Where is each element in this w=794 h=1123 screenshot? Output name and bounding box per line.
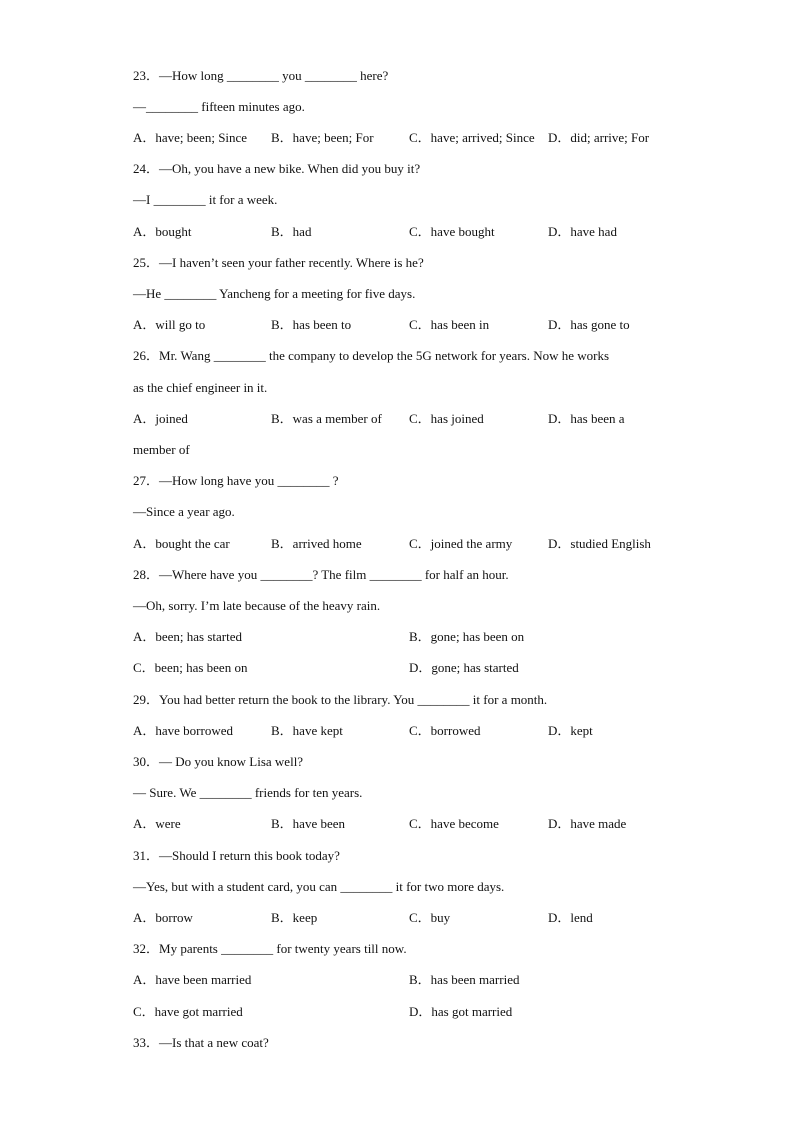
question-number: 26．: [133, 348, 160, 363]
question-text: My parents ________ for twenty years till now.: [159, 941, 407, 956]
question-30-option-a[interactable]: A．were: [133, 816, 181, 831]
question-32-option-b[interactable]: B．has been married: [409, 972, 520, 987]
question-32-option-d[interactable]: D．has got married: [409, 1004, 513, 1019]
question-31-answer-line: —Yes, but with a student card, you can ________ it for two more days.: [133, 879, 505, 894]
question-28-option-d[interactable]: D．gone; has started: [409, 660, 519, 675]
question-number: 33．: [133, 1035, 160, 1050]
question-number: 32．: [133, 941, 160, 956]
question-29-stem: [133, 692, 547, 708]
question-30-stem: [133, 754, 303, 770]
question-24-option-d[interactable]: D．have had: [548, 224, 617, 239]
question-text: —How long ________ you ________ here?: [159, 68, 389, 83]
question-text: —I haven’t seen your father recently. Where is he?: [159, 255, 424, 270]
question-28-answer-line: —Oh, sorry. I’m late because of the heavy rain.: [133, 598, 381, 613]
question-32-option-a[interactable]: A．have been married: [133, 972, 252, 987]
question-number: 30．: [133, 754, 160, 769]
question-27-option-a[interactable]: A．bought the car: [133, 536, 230, 551]
question-text: —Should I return this book today?: [159, 848, 340, 863]
question-23-option-b[interactable]: B．have; been; For: [271, 130, 374, 145]
question-26-stem: [133, 348, 609, 364]
question-27-option-c[interactable]: C．joined the army: [409, 536, 513, 551]
question-text: —Oh, you have a new bike. When did you buy it?: [159, 161, 421, 176]
question-text: — Do you know Lisa well?: [159, 754, 304, 769]
question-25-stem: [133, 255, 424, 271]
question-23-option-d[interactable]: D．did; arrive; For: [548, 130, 650, 145]
question-31-option-b[interactable]: B．keep: [271, 910, 318, 925]
question-25-option-b[interactable]: B．has been to: [271, 317, 352, 332]
question-24-stem: [133, 161, 420, 177]
question-text: —How long have you ________ ?: [159, 473, 339, 488]
question-24-option-c[interactable]: C．have bought: [409, 224, 495, 239]
question-27-option-b[interactable]: B．arrived home: [271, 536, 362, 551]
question-text: —Is that a new coat?: [159, 1035, 269, 1050]
question-23-answer-line: —________ fifteen minutes ago.: [133, 99, 305, 114]
question-29-option-b[interactable]: B．have kept: [271, 723, 343, 738]
question-26-option-d-continued[interactable]: member of: [133, 442, 190, 457]
question-28-option-c[interactable]: C．been; has been on: [133, 660, 248, 675]
question-26-option-b[interactable]: B．was a member of: [271, 411, 382, 426]
question-30-option-c[interactable]: C．have become: [409, 816, 499, 831]
question-33-stem: [133, 1035, 269, 1051]
question-23-option-a[interactable]: A．have; been; Since: [133, 130, 248, 145]
question-31-stem: [133, 848, 340, 864]
question-29-option-a[interactable]: A．have borrowed: [133, 723, 233, 738]
question-31-option-a[interactable]: A．borrow: [133, 910, 193, 925]
question-26-stem-continued: as the chief engineer in it.: [133, 380, 268, 395]
question-number: 31．: [133, 848, 160, 863]
question-27-option-d[interactable]: D．studied English: [548, 536, 651, 551]
question-number: 28．: [133, 567, 160, 582]
question-number: 24．: [133, 161, 160, 176]
question-28-option-b[interactable]: B．gone; has been on: [409, 629, 525, 644]
question-number: 25．: [133, 255, 160, 270]
question-number: 27．: [133, 473, 160, 488]
question-26-option-c[interactable]: C．has joined: [409, 411, 484, 426]
question-23-option-c[interactable]: C．have; arrived; Since: [409, 130, 535, 145]
question-24-option-b[interactable]: B．had: [271, 224, 312, 239]
question-30-answer-line: — Sure. We ________ friends for ten years.: [133, 785, 363, 800]
question-number: 23．: [133, 68, 160, 83]
question-30-option-b[interactable]: B．have been: [271, 816, 346, 831]
question-29-option-d[interactable]: D．kept: [548, 723, 593, 738]
question-25-answer-line: —He ________ Yancheng for a meeting for five days.: [133, 286, 416, 301]
question-25-option-d[interactable]: D．has gone to: [548, 317, 630, 332]
question-29-option-c[interactable]: C．borrowed: [409, 723, 481, 738]
question-31-option-c[interactable]: C．buy: [409, 910, 451, 925]
question-31-option-d[interactable]: D．lend: [548, 910, 593, 925]
question-24-answer-line: —I ________ it for a week.: [133, 192, 278, 207]
question-23-stem: [133, 68, 388, 84]
question-26-option-a[interactable]: A．joined: [133, 411, 188, 426]
question-30-option-d[interactable]: D．have made: [548, 816, 627, 831]
question-26-option-d[interactable]: D．has been a: [548, 411, 625, 426]
question-32-stem: [133, 941, 407, 957]
question-text: Mr. Wang ________ the company to develop the 5G network for years. Now he works: [159, 348, 610, 363]
question-text: —Where have you ________? The film ________ for half an hour.: [159, 567, 509, 582]
question-text: You had better return the book to the library. You ________ it for a month.: [159, 692, 548, 707]
question-28-option-a[interactable]: A．been; has started: [133, 629, 243, 644]
question-25-option-c[interactable]: C．has been in: [409, 317, 490, 332]
question-27-answer-line: —Since a year ago.: [133, 504, 235, 519]
question-28-stem: [133, 567, 509, 583]
question-25-option-a[interactable]: A．will go to: [133, 317, 206, 332]
question-27-stem: [133, 473, 338, 489]
question-32-option-c[interactable]: C．have got married: [133, 1004, 243, 1019]
question-number: 29．: [133, 692, 160, 707]
question-24-option-a[interactable]: A．bought: [133, 224, 192, 239]
